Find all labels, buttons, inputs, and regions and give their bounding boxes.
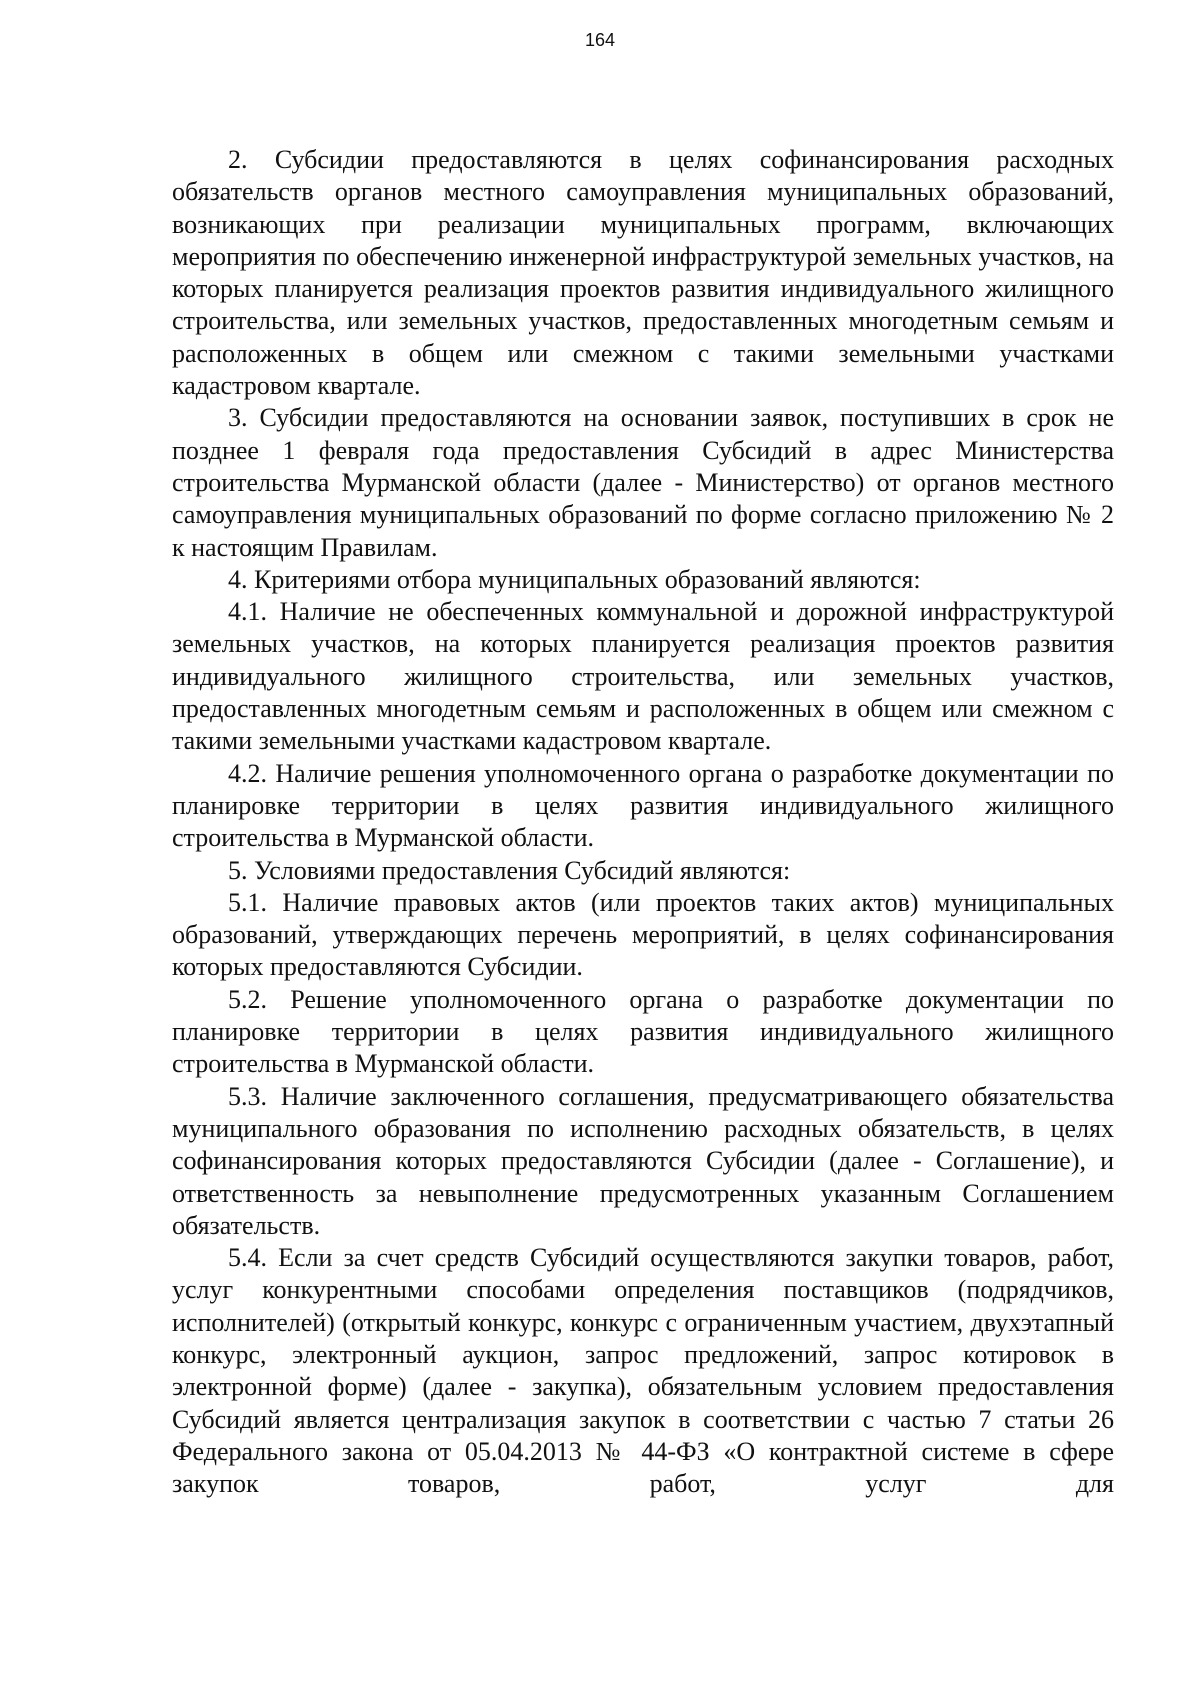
paragraph-5-2: 5.2. Решение уполномоченного органа о разработке документации по планировке территории в целях развития индивидуального жилищного строительства в Мурманской области. [172,984,1114,1079]
paragraph-4-2: 4.2. Наличие решения уполномоченного органа о разработке документации по планировке территории в целях развития индивидуального жилищного строительства в Мурманской области. [172,758,1114,853]
paragraph-5-1: 5.1. Наличие правовых актов (или проектов таких актов) муниципальных образований, утверждающих перечень мероприятий, в целях софинансирования которых предоставляются Субсидии. [172,887,1114,982]
paragraph-5-3: 5.3. Наличие заключенного соглашения, предусматривающего обязательства муниципального образования по исполнению расходных обязательств, в целях софинансирования которых предоставляются Субсидии (далее - Соглашение), и ответственность за невыполнение предусмотренных указанным Соглашением обязательств. [172,1081,1114,1240]
paragraph-5-4: 5.4. Если за счет средств Субсидий осуществляются закупки товаров, работ, услуг конкурентными способами определения поставщиков (подрядчиков, исполнителей) (открытый конкурс, конкурс с ограниченным участием, двухэтапный конкурс, электронный аукцион, запрос предложений, запрос котировок в электронной форме) (далее - закупка), обязательным условием предоставления Субсидий является централизация закупок в соответствии с частью 7 статьи 26 Федерального закона от 05.04.2013 № 44-ФЗ «О контрактной системе в сфере закупок товаров, работ, услуг для [172,1243,1114,1499]
paragraph-4: 4. Критериями отбора муниципальных образований являются: [228,564,921,594]
paragraph-5: 5. Условиями предоставления Субсидий являются: [228,855,791,885]
document-body [172,144,1114,1500]
page-number: 164 [584,30,616,50]
paragraph-2: 2. Субсидии предоставляются в целях софинансирования расходных обязательств органов местного самоуправления муниципальных образований, возникающих при реализации муниципальных программ, включающих мероприятия по обеспечению инженерной инфраструктурой земельных участков, на которых планируется реализация проектов развития индивидуального жилищного строительства, или земельных участков, предоставленных многодетным семьям и расположенных в общем или смежном с такими земельными участками кадастровом квартале. [172,145,1114,401]
paragraph-4-1: 4.1. Наличие не обеспеченных коммунальной и дорожной инфраструктурой земельных участков, на которых планируется реализация проектов развития индивидуального жилищного строительства, или земельных участков, предоставленных многодетным семьям и расположенных в общем или смежном с такими земельными участками кадастровом квартале. [172,597,1114,756]
paragraph-3: 3. Субсидии предоставляются на основании заявок, поступивших в срок не позднее 1 февраля года предоставления Субсидий в адрес Министерства строительства Мурманской области (далее - Министерство) от органов местного самоуправления муниципальных образований по форме согласно приложению № 2 к настоящим Правилам. [172,403,1114,562]
